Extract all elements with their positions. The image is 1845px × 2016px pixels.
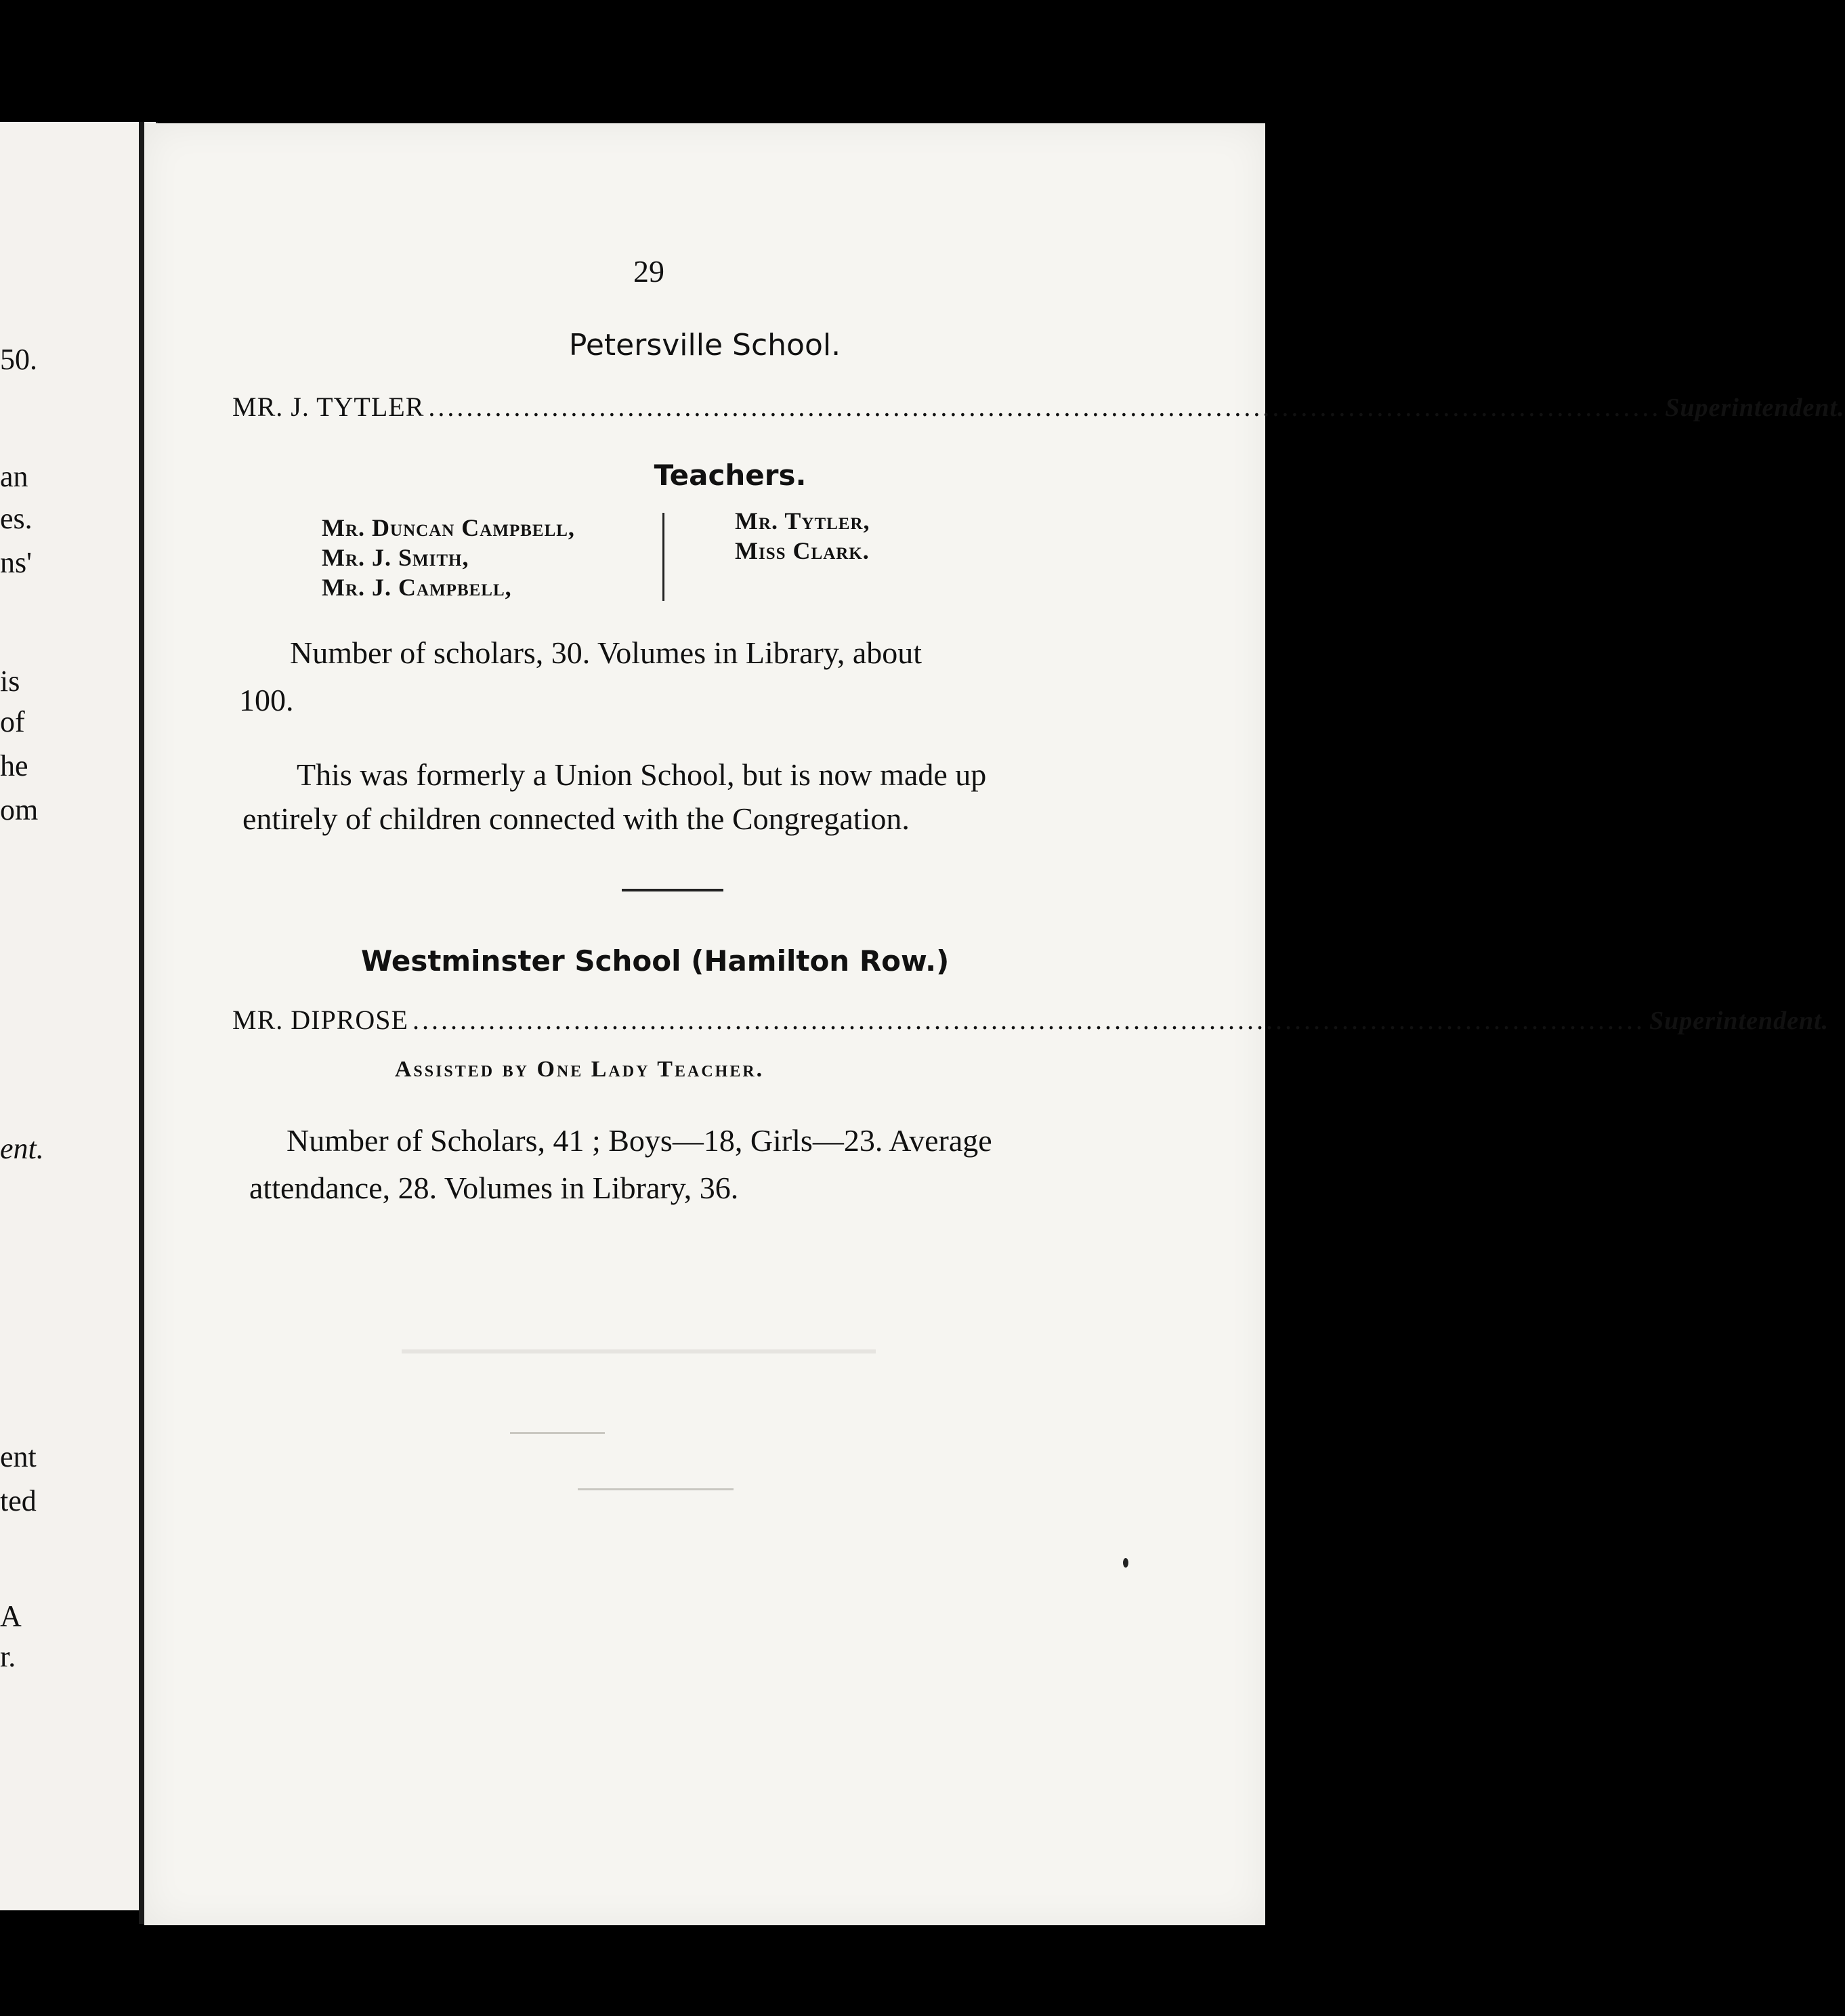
left-page-fragment: of — [0, 705, 25, 738]
teachers-heading: Teachers. — [654, 459, 807, 492]
superintendent-role: Superintendent. — [1665, 394, 1845, 422]
section-title-petersville: Petersville School. — [568, 328, 841, 362]
paragraph-line: This was formerly a Union School, but is now made up — [297, 757, 987, 792]
dot-leader: .................................................................................................................................. — [412, 1005, 1645, 1035]
column-divider — [662, 513, 664, 601]
section-title-westminster: Westminster School (Hamilton Row.) — [361, 944, 950, 978]
page-number: 29 — [633, 254, 664, 289]
assisted-by-note: Assisted by One Lady Teacher. — [394, 1057, 765, 1082]
left-page-fragment: 50. — [0, 343, 37, 376]
show-through-rule — [578, 1488, 734, 1490]
superintendent-name: MR. J. TYTLER — [232, 392, 425, 422]
left-page-fragment: A — [0, 1599, 22, 1633]
left-page-fragment: r. — [0, 1640, 16, 1673]
paragraph-line: Number of scholars, 30. Volumes in Library, about — [290, 635, 922, 670]
section-divider — [622, 889, 723, 891]
teachers-list-right — [735, 506, 870, 566]
left-page-fragment: he — [0, 749, 28, 782]
book-spine — [139, 122, 144, 1924]
superintendent-line — [232, 1004, 1829, 1036]
superintendent-line — [232, 391, 1845, 423]
left-page-fragment: om — [0, 793, 39, 826]
ink-speck — [1123, 1558, 1128, 1568]
teachers-list-left — [322, 513, 575, 602]
left-page-fragment: ted — [0, 1484, 37, 1517]
left-page-fragment: an — [0, 460, 28, 493]
teacher-name: Mr. Duncan Campbell, — [322, 514, 575, 541]
left-page-fragment: ent — [0, 1440, 37, 1473]
teacher-name: Mr. J. Campbell, — [322, 574, 512, 601]
left-page-fragment: ns' — [0, 546, 33, 579]
book-page — [144, 123, 1845, 1925]
dot-leader: .................................................................................................................................. — [428, 392, 1661, 422]
superintendent-role: Superintendent. — [1649, 1007, 1829, 1035]
paragraph-line: entirely of children connected with the Congregation. — [242, 801, 910, 836]
previous-page — [0, 122, 158, 1910]
show-through-smudge — [402, 1349, 876, 1414]
left-page-fragment: ent. — [0, 1132, 44, 1165]
teacher-name: Mr. J. Smith, — [322, 544, 469, 571]
teacher-name: Miss Clark. — [735, 537, 870, 564]
paragraph-line: Number of Scholars, 41 ; Boys—18, Girls—23. Average — [287, 1123, 992, 1158]
left-page-fragment: es. — [0, 502, 33, 535]
paragraph-line: 100. — [239, 683, 294, 717]
teacher-name: Mr. Tytler, — [735, 507, 870, 534]
paragraph-line: attendance, 28. Volumes in Library, 36. — [249, 1171, 739, 1205]
left-page-fragment: is — [0, 665, 20, 698]
superintendent-name: MR. DIPROSE — [232, 1005, 408, 1035]
show-through-rule — [510, 1432, 605, 1434]
